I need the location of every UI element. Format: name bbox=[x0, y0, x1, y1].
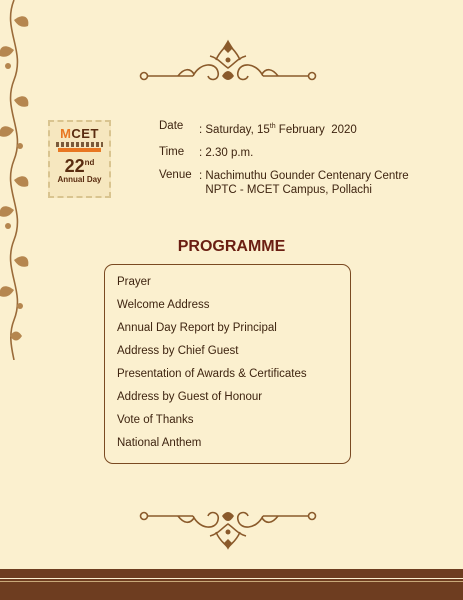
logo-ribbon bbox=[58, 148, 101, 152]
programme-item: Vote of Thanks bbox=[117, 414, 194, 426]
programme-item: National Anthem bbox=[117, 437, 202, 449]
venue-label: Venue bbox=[159, 168, 192, 181]
logo-tagline bbox=[56, 142, 103, 147]
date-label: Date bbox=[159, 120, 184, 132]
programme-item: Address by Chief Guest bbox=[117, 345, 239, 357]
mcet-22nd-annual-day-logo bbox=[48, 120, 111, 198]
event-details bbox=[159, 120, 409, 206]
date-row bbox=[159, 120, 409, 137]
floral-vine-border bbox=[0, 0, 30, 360]
time-label: Time bbox=[159, 145, 185, 158]
programme-item: Presentation of Awards & Certificates bbox=[117, 368, 307, 380]
footer-band-top bbox=[0, 569, 463, 578]
venue-value: : Nachimuthu Gounder Centenary Centre NPTC - MCET Campus, Pollachi bbox=[199, 169, 409, 196]
date-value: : Saturday, 15th February 2020 bbox=[199, 123, 357, 136]
logo-brand: MCET bbox=[60, 126, 99, 141]
time-value: : 2.30 p.m. bbox=[199, 146, 254, 159]
programme-list bbox=[105, 265, 350, 459]
logo-caption: Annual Day bbox=[57, 175, 102, 184]
venue-row bbox=[159, 169, 409, 197]
bottom-ornament bbox=[138, 500, 318, 550]
programme-item: Address by Guest of Honour bbox=[117, 391, 263, 403]
programme-item: Welcome Address bbox=[117, 299, 210, 311]
programme-item: Prayer bbox=[117, 276, 151, 288]
programme-item: Annual Day Report by Principal bbox=[117, 322, 277, 334]
programme-title: PROGRAMME bbox=[177, 238, 286, 255]
footer-band-bottom bbox=[0, 579, 463, 600]
time-row bbox=[159, 146, 409, 160]
programme-box bbox=[104, 264, 351, 464]
top-ornament bbox=[138, 38, 318, 86]
logo-number: 22nd bbox=[64, 156, 95, 176]
